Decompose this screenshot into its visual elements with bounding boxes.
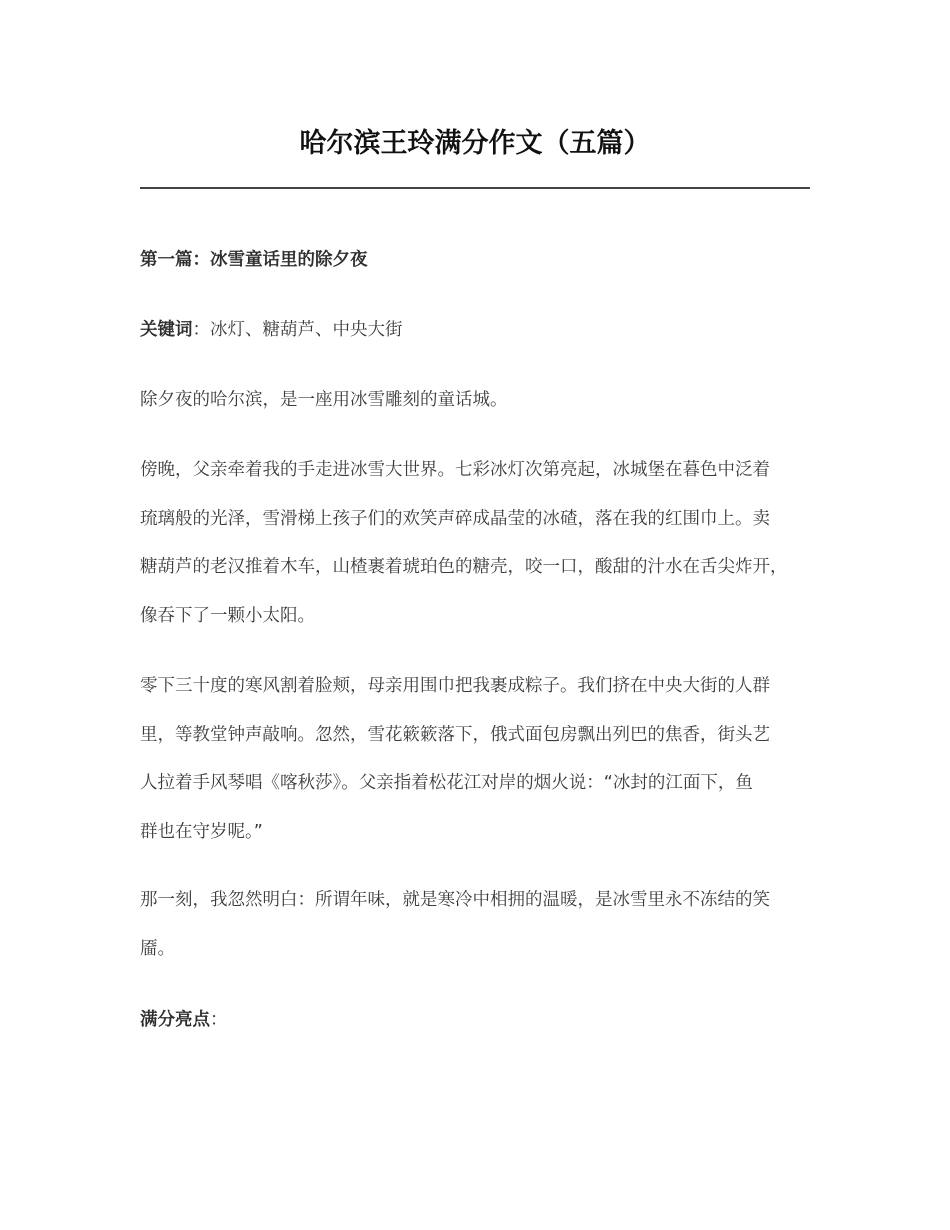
highlight-separator: ： — [210, 1010, 228, 1030]
paragraph-line: 那一刻，我忽然明白：所谓年味，就是寒冷中相拥的温暖，是冰雪里永不冻结的笑 — [140, 890, 770, 910]
paragraph-line: 群也在守岁呢。” — [140, 821, 263, 842]
section-heading: 第一篇：冰雪童话里的除夕夜 — [140, 250, 368, 270]
paragraph-line: 傍晚，父亲牵着我的手走进冰雪大世界。七彩冰灯次第亮起，冰城堡在暮色中泛着 — [140, 460, 770, 480]
paragraph-line: 零下三十度的寒风割着脸颊，母亲用围巾把我裹成粽子。我们挤在中央大街的人群 — [140, 676, 770, 696]
paragraph-line: 靥。 — [140, 938, 175, 959]
highlight-line — [140, 996, 830, 1045]
paragraph-line: 像吞下了一颗小太阳。 — [140, 605, 315, 626]
keywords-separator: ： — [192, 320, 210, 340]
paragraph-line: 糖葫芦的老汉推着木车，山楂裹着琥珀色的糖壳，咬一口，酸甜的汁水在舌尖炸开， — [140, 557, 788, 577]
paragraph-4 — [140, 876, 830, 973]
highlight-label: 满分亮点 — [140, 1010, 210, 1030]
paragraph-line: 里，等教堂钟声敲响。忽然，雪花簌簌落下，俄式面包房飘出列巴的焦香，街头艺 — [140, 724, 770, 745]
paragraph-1 — [140, 376, 830, 425]
paragraph-line: 人拉着手风琴唱《喀秋莎》。父亲指着松花江对岸的烟火说：“冰封的江面下，鱼 — [140, 773, 753, 793]
paragraph-2 — [140, 446, 830, 640]
keywords-value: 冰灯、糖葫芦、中央大街 — [210, 320, 403, 340]
keywords-label: 关键词 — [140, 320, 193, 340]
paragraph-line: 琉璃般的光泽，雪滑梯上孩子们的欢笑声碎成晶莹的冰碴，落在我的红围巾上。卖 — [140, 508, 770, 529]
paragraph-3 — [140, 662, 830, 856]
title-divider — [140, 187, 810, 189]
keywords-line — [140, 306, 830, 355]
paragraph-line: 除夕夜的哈尔滨，是一座用冰雪雕刻的童话城。 — [140, 390, 508, 410]
page-title: 哈尔滨王玲满分作文（五篇） — [299, 128, 651, 159]
